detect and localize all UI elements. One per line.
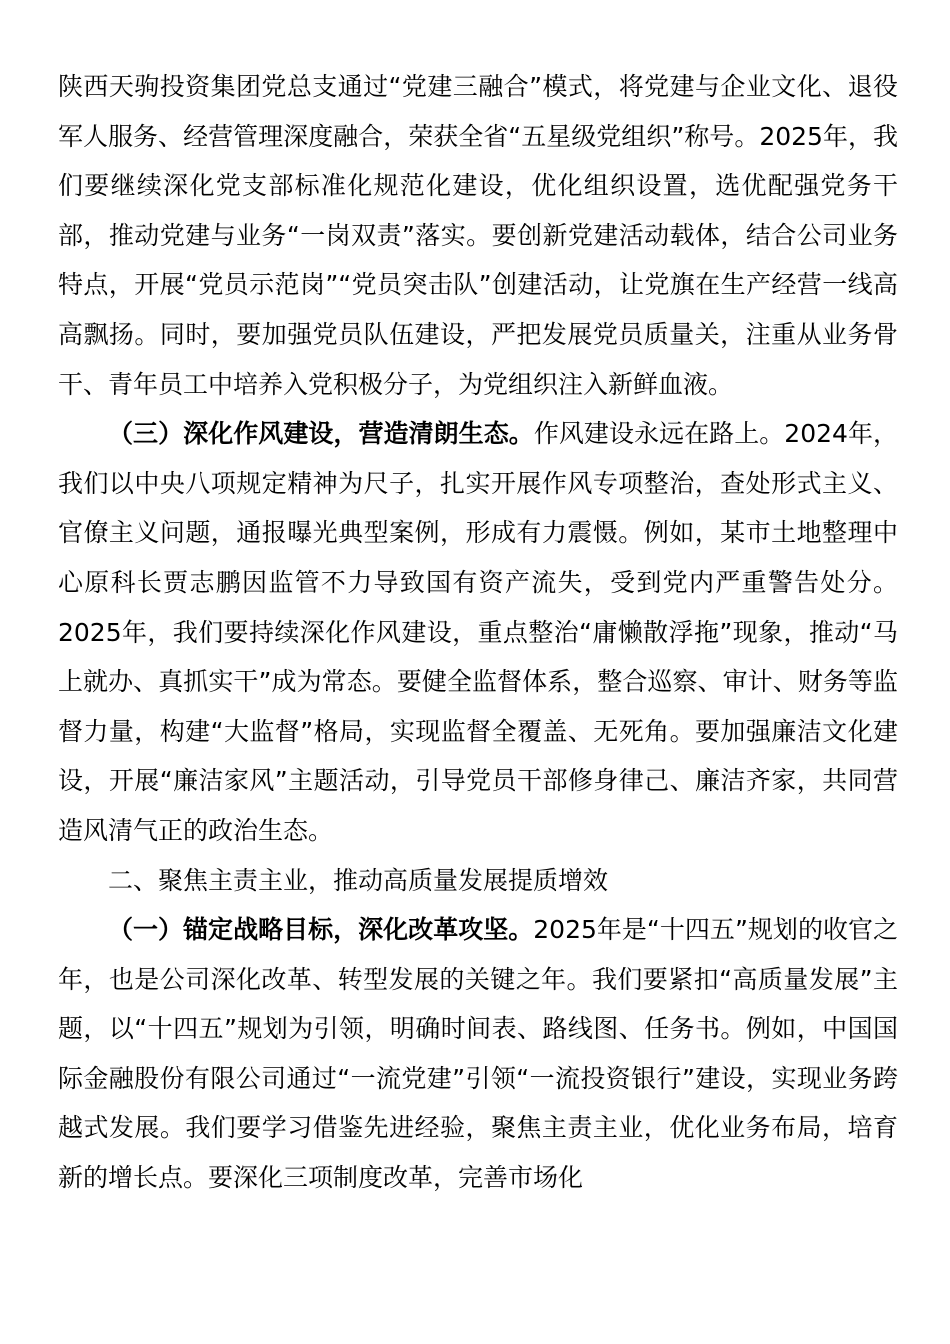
section-heading: （三）深化作风建设，营造清朗生态。 xyxy=(108,419,534,449)
paragraph-text: 2025年是“十四五”规划的收官之年，也是公司深化改革、转型发展的关键之年。我们要紧扣“高质量发展”主题，以“十四五”规划为引领，明确时间表、路线图、任务书。例如，中国国际金融股份有限公司通过“一流党建”引领“一流投资银行”建设，实现业务跨越式发展。我们要学习借鉴先进经验，聚焦主责主业，优化业务布局，培育新的增长点。要深化三项制度改革，完善市场化 xyxy=(58,915,898,1193)
paragraph-text: 作风建设永远在路上。2024年，我们以中央八项规定精神为尺子，扎实开展作风专项整治，查处形式主义、官僚主义问题，通报曝光典型案例，形成有力震慑。例如，某市土地整理中心原科长贾志鹏因监管不力导致国有资产流失，受到党内严重警告处分。2025年，我们要持续深化作风建设，重点整治“庸懒散浮拖”现象，推动“马上就办、真抓实干”成为常态。要健全监督体系，整合巡察、审计、财务等监督力量，构建“大监督”格局，实现监督全覆盖、无死角。要加强廉洁文化建设，开展“廉洁家风”主题活动，引导党员干部修身律己、廉洁齐家，共同营造风清气正的政治生态。 xyxy=(58,419,898,845)
section-heading: （一）锚定战略目标，深化改革攻坚。 xyxy=(108,915,534,945)
paragraph-text: 陕西天驹投资集团党总支通过“党建三融合”模式，将党建与企业文化、退役军人服务、经营管理深度融合，荣获全省“五星级党组织”称号。2025年，我们要继续深化党支部标准化规范化建设，优化组织设置，选优配强党务干部，推动党建与业务“一岗双责”落实。要创新党建活动载体，结合公司业务特点，开展“党员示范岗”“党员突击队”创建活动，让党旗在生产经营一线高高飘扬。同时，要加强党员队伍建设，严把发展党员质量关，注重从业务骨干、青年员工中培养入党积极分子，为党组织注入新鲜血液。 xyxy=(58,72,898,399)
document-body xyxy=(58,62,898,1203)
chapter-heading xyxy=(58,856,898,906)
chapter-heading-text: 二、聚焦主责主业，推动高质量发展提质增效 xyxy=(108,865,609,895)
paragraph-party-building xyxy=(58,62,898,409)
paragraph-strategy xyxy=(58,905,898,1203)
paragraph-work-style xyxy=(58,409,898,855)
